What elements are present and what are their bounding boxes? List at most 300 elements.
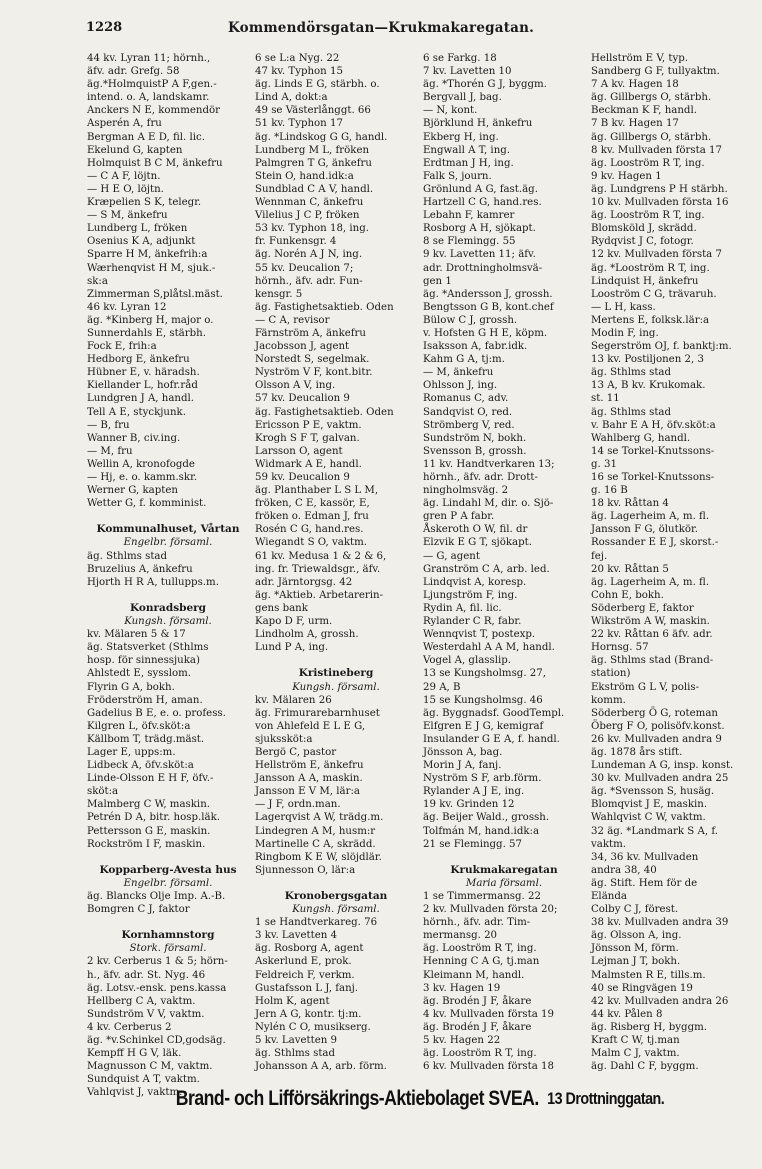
directory-entry: sjukssköt:a bbox=[255, 733, 313, 745]
directory-entry: 59 kv. Deucalion 9 bbox=[255, 472, 350, 483]
directory-entry: Lindquist H, änkefru bbox=[591, 275, 699, 287]
directory-entry: Tell A E, styckjunk. bbox=[87, 406, 186, 418]
directory-entry: — C A, revisor bbox=[255, 314, 330, 326]
directory-entry: Rylander C R, fabr. bbox=[423, 616, 522, 628]
directory-entry: 38 kv. Mullvaden andra 39 bbox=[591, 917, 729, 929]
directory-entry: Jacobsson J, agent bbox=[255, 341, 350, 353]
directory-entry: Werner G, kapten bbox=[87, 485, 178, 497]
directory-entry: Söderberg Ö G, roteman bbox=[591, 707, 718, 719]
directory-entry: 19 kv. Grinden 12 bbox=[423, 799, 515, 811]
directory-entry: 6 se Farkg. 18 bbox=[423, 53, 497, 64]
directory-entry: Jansson E V M, lär:a bbox=[255, 786, 360, 798]
directory-entry: Nyström S F, arb.förm. bbox=[423, 773, 542, 785]
directory-entry: Martinelle C A, skrädd. bbox=[255, 838, 376, 850]
directory-entry: äg. *Andersson J, grossh. bbox=[423, 288, 553, 300]
directory-entry: kensgr. 5 bbox=[255, 288, 303, 300]
directory-entry: Jansson F G, ölutkör. bbox=[591, 524, 699, 536]
directory-entry: sk:a bbox=[87, 275, 108, 287]
directory-entry: Erdtman J H, ing. bbox=[423, 157, 514, 169]
directory-entry: Beckman K F, handl. bbox=[591, 105, 697, 117]
directory-entry: äg. 1878 års stift. bbox=[591, 746, 683, 758]
directory-entry: Malmberg C W, maskin. bbox=[87, 799, 210, 811]
directory-entry: 4 kv. Mullvaden första 19 bbox=[423, 1008, 554, 1020]
section-heading: Kopparberg-Avesta hus bbox=[99, 863, 237, 876]
directory-entry: Rockström I F, maskin. bbox=[87, 838, 206, 850]
directory-entry: 40 se Ringvägen 19 bbox=[591, 982, 693, 994]
directory-entry: 5 kv. Hagen 22 bbox=[423, 1035, 501, 1047]
directory-entry: Fröderström H, aman. bbox=[87, 694, 203, 706]
directory-entry: Wennqvist T, postexp. bbox=[423, 629, 536, 641]
directory-entry: äg. Norén A J N, ing. bbox=[255, 249, 363, 261]
directory-entry: Linde-Olsson E H F, öfv.- bbox=[87, 773, 214, 785]
directory-entry: 42 kv. Mullvaden andra 26 bbox=[591, 995, 729, 1007]
directory-entry: Kræpelien S K, telegr. bbox=[87, 197, 202, 209]
directory-entry: Bergman A E D, fil. lic. bbox=[87, 131, 205, 143]
directory-entry: Sundström V V, vaktm. bbox=[87, 1008, 205, 1020]
directory-entry: 10 kv. Mullvaden första 16 bbox=[591, 197, 729, 209]
directory-entry: v. Bahr E A H, öfv.sköt:a bbox=[591, 419, 716, 431]
directory-entry: Svensson B, grossh. bbox=[423, 445, 527, 457]
directory-entry: äg. Brodén J F, åkare bbox=[423, 1021, 532, 1033]
directory-entry: Engwall A T, ing. bbox=[423, 144, 511, 156]
directory-entry bbox=[423, 851, 585, 864]
directory-entry: 2 kv. Mullvaden första 20; bbox=[423, 904, 558, 916]
directory-entry: gens bank bbox=[255, 602, 308, 614]
directory-entry: Flyrin G A, bokh. bbox=[87, 681, 175, 693]
directory-entry: Jönsson M, förm. bbox=[591, 943, 679, 955]
directory-entry: Ekelund G, kapten bbox=[87, 144, 183, 156]
directory-entry: Lager E, upps:m. bbox=[87, 746, 176, 758]
directory-entry: Sjunnesson O, lär:a bbox=[255, 864, 356, 876]
directory-entry: Hellström E, änkefru bbox=[255, 760, 364, 772]
directory-entry: äg. Looström R T, ing. bbox=[423, 943, 537, 955]
directory-entry: Lindegren A M, husm:r bbox=[255, 825, 376, 837]
directory-entry: — N, kont. bbox=[423, 105, 478, 117]
directory-entry: 13 kv. Postiljonen 2, 3 bbox=[591, 354, 704, 366]
directory-entry: äg. *Thorén G J, byggm. bbox=[423, 79, 547, 91]
directory-entry: Ringbom K E W, slöjdlär. bbox=[255, 851, 382, 863]
directory-entry: Modin F, ing. bbox=[591, 327, 659, 339]
directory-entry: Wahlqvist C W, vaktm. bbox=[591, 812, 706, 824]
directory-entry: äg. *Kinberg H, major o. bbox=[87, 314, 214, 326]
directory-entry: Magnusson C M, vaktm. bbox=[87, 1061, 213, 1073]
directory-entry: Lagerqvist A W, trädg.m. bbox=[255, 812, 384, 824]
directory-entry: Westerdahl A A M, handl. bbox=[423, 642, 555, 654]
directory-entry: 44 kv. Pålen 8 bbox=[591, 1008, 663, 1020]
directory-entry: — J F, ordn.man. bbox=[255, 799, 341, 811]
directory-entry: Widmark A E, handl. bbox=[255, 458, 362, 470]
directory-entry: Lundberg M L, fröken bbox=[255, 144, 370, 156]
directory-entry: Bülow C J, grossh. bbox=[423, 314, 518, 326]
directory-entry: — G, agent bbox=[423, 550, 480, 562]
directory-entry: Asperén A, fru bbox=[87, 118, 162, 130]
directory-entry: fr. Funkensgr. 4 bbox=[255, 236, 337, 248]
directory-entry: Pettersson G E, maskin. bbox=[87, 825, 211, 837]
directory-entry: Tolfmán M, hand.idk:a bbox=[423, 825, 540, 837]
directory-entry: v. Hofsten G H E, köpm. bbox=[423, 327, 548, 339]
directory-entry: Feldreich F, verkm. bbox=[255, 969, 355, 981]
directory-entry: Falk S, journ. bbox=[423, 170, 492, 182]
directory-entry: Bergö C, pastor bbox=[255, 746, 337, 758]
directory-entry: Mertens E, folksk.lär:a bbox=[591, 314, 710, 326]
directory-entry: äg. Fastighetsaktieb. Oden bbox=[255, 406, 394, 418]
directory-entry: Öberg F O, polisöfv.konst. bbox=[591, 720, 725, 732]
directory-entry: Hornsg. 57 bbox=[591, 642, 649, 654]
directory-entry: vaktm. bbox=[591, 838, 626, 850]
directory-entry: Kahm G A, tj:m. bbox=[423, 354, 505, 366]
directory-entry: Kraft C W, tj.man bbox=[591, 1035, 680, 1047]
directory-entry: 49 se Västerlånggt. 66 bbox=[255, 105, 371, 117]
directory-entry: 9 kv. Lavetten 11; äfv. bbox=[423, 249, 536, 261]
directory-entry: 57 kv. Deucalion 9 bbox=[255, 393, 350, 405]
directory-entry: 44 kv. Lyran 11; hörnh., bbox=[87, 53, 211, 64]
directory-entry: Sparre H M, änkefrih:a bbox=[87, 249, 208, 261]
directory-entry: Sunnerdahls E, stärbh. bbox=[87, 327, 206, 339]
directory-entry: h., äfv. adr. St. Nyg. 46 bbox=[87, 969, 206, 981]
directory-entry: Ahlstedt E, sysslom. bbox=[87, 668, 192, 680]
directory-entry: Sandberg G F, tullyaktm. bbox=[591, 66, 720, 78]
directory-entry: äg. *Svensson S, husäg. bbox=[591, 786, 715, 798]
directory-entry: Colby C J, förest. bbox=[591, 904, 679, 916]
directory-entry: Jern A G, kontr. tj:m. bbox=[255, 1008, 362, 1020]
directory-entry: Rydqvist J C, fotogr. bbox=[591, 236, 694, 248]
directory-entry: äg. Fastighetsaktieb. Oden bbox=[255, 301, 394, 313]
directory-entry: g. 16 B bbox=[591, 485, 628, 497]
directory-entry: 8 se Flemingg. 55 bbox=[423, 236, 516, 248]
directory-entry: äg. Sthlms stad (Brand- bbox=[591, 655, 714, 667]
directory-entry: Hübner E, v. häradsh. bbox=[87, 367, 200, 379]
directory-entry: Rylander A J E, ing. bbox=[423, 786, 525, 798]
directory-entry: äg. Gillbergs O, stärbh. bbox=[591, 92, 712, 104]
directory-entry: Hjorth H R A, tullupps.m. bbox=[87, 576, 219, 588]
parish-label: Engelbr. församl. bbox=[123, 537, 213, 549]
directory-entry: Bergvall J, bag. bbox=[423, 92, 502, 104]
directory-entry: Elända bbox=[591, 891, 627, 902]
directory-entry: äg. Linds E G, stärbh. o. bbox=[255, 79, 380, 91]
directory-entry: Nyström V F, kont.bitr. bbox=[255, 367, 373, 379]
directory-entry: g. 31 bbox=[591, 458, 617, 470]
directory-entry: Lundberg L, fröken bbox=[87, 223, 188, 235]
directory-entry: Lebahn F, kamrer bbox=[423, 210, 515, 222]
directory-entry: Norstedt S, segelmak. bbox=[255, 354, 370, 366]
directory-entry: Krogh S F T, galvan. bbox=[255, 432, 360, 444]
directory-entry: äg. Blancks Olje Imp. A.-B. bbox=[87, 891, 226, 902]
directory-entry: Wahlberg G, handl. bbox=[591, 432, 691, 444]
section-heading: Krukmakaregatan bbox=[450, 863, 558, 876]
directory-entry: Insulander G E A, f. handl. bbox=[423, 733, 560, 745]
directory-entry: Kempff H G V, läk. bbox=[87, 1048, 182, 1060]
directory-entry: 6 se L:a Nyg. 22 bbox=[255, 53, 340, 64]
directory-entry: 55 kv. Deucalion 7; bbox=[255, 262, 354, 274]
directory-entry: 20 kv. Råttan 5 bbox=[591, 563, 669, 575]
directory-entry: Hellberg C A, vaktm. bbox=[87, 995, 196, 1007]
directory-entry: 7 B kv. Hagen 17 bbox=[591, 118, 679, 130]
directory-entry: Johansson A A, arb. förm. bbox=[255, 1061, 387, 1073]
directory-entry: Lejman J T, bokh. bbox=[591, 956, 681, 968]
directory-entry: Holmquist B C M, änkefru bbox=[87, 157, 223, 169]
directory-entry: Palmgren T G, änkefru bbox=[255, 157, 372, 169]
directory-entry: 53 kv. Typhon 18, ing. bbox=[255, 223, 369, 235]
directory-entry bbox=[87, 851, 249, 864]
page-title: Kommendörsgatan—Krukmakaregatan. bbox=[228, 20, 534, 36]
directory-entry: — M, änkefru bbox=[423, 367, 494, 379]
directory-entry: 8 kv. Mullvaden första 17 bbox=[591, 144, 722, 156]
directory-entry: Rosborg A H, sjökapt. bbox=[423, 223, 536, 235]
column-4 bbox=[588, 52, 756, 1077]
directory-entry: Blomsköld J, skrädd. bbox=[591, 223, 697, 235]
directory-entry: äg. Dahl C F, byggm. bbox=[591, 1061, 699, 1073]
directory-entry: Wiegandt S O, vaktm. bbox=[255, 537, 368, 549]
directory-entry: 30 kv. Mullvaden andra 25 bbox=[591, 773, 729, 785]
directory-entry: station) bbox=[591, 668, 631, 680]
directory-entry: — H E O, löjtn. bbox=[87, 183, 164, 195]
directory-entry: andra 38, 40 bbox=[591, 864, 657, 876]
directory-entry: äg.*HolmquistP A F,gen.- bbox=[87, 79, 217, 91]
directory-entry: adr. Drottningholmsvä- bbox=[423, 262, 543, 274]
section-heading: Kommunalhuset, Vårtan bbox=[96, 523, 240, 536]
directory-entry bbox=[255, 654, 417, 667]
directory-entry: Wærhenqvist H M, sjuk.- bbox=[87, 262, 216, 274]
page-number: 1228 bbox=[86, 20, 123, 35]
directory-entry: 26 kv. Mullvaden andra 9 bbox=[591, 733, 722, 745]
directory-entry: äg. Sthlms stad bbox=[591, 367, 672, 379]
directory-entry: 22 kv. Råttan 6 äfv. adr. bbox=[591, 629, 713, 641]
directory-entry: 51 kv. Typhon 17 bbox=[255, 118, 343, 130]
directory-entry: Lindqvist A, koresp. bbox=[423, 576, 527, 588]
directory-entry: Malmsten R E, tills.m. bbox=[591, 969, 706, 981]
directory-entry: 11 kv. Handtverkaren 13; bbox=[423, 458, 555, 470]
parish-label: Kungsh. församl. bbox=[292, 681, 380, 693]
directory-entry: Lind A, dokt:a bbox=[255, 92, 328, 104]
directory-entry: fröken, C E, kassör, E, bbox=[255, 498, 370, 510]
directory-entry: Vogel A, glasslip. bbox=[423, 655, 512, 667]
directory-entry: Strömberg V, red. bbox=[423, 419, 515, 431]
directory-entry: ing. fr. Triewaldsgr., äfv. bbox=[255, 563, 381, 575]
directory-entry: Segerström OJ, f. banktj:m. bbox=[591, 341, 732, 353]
section-heading: Kronobergsgatan bbox=[284, 890, 388, 902]
directory-entry: 4 kv. Cerberus 2 bbox=[87, 1021, 172, 1033]
directory-entry: 13 se Kungsholmsg. 27, bbox=[423, 668, 546, 680]
directory-entry: komm. bbox=[591, 694, 626, 706]
directory-entry: Färnström A, änkefru bbox=[255, 327, 366, 339]
directory-entry: — C A F, löjtn. bbox=[87, 170, 161, 182]
column-3 bbox=[420, 52, 588, 1077]
directory-entry: äg. Lotsv.-ensk. pens.kassa bbox=[87, 982, 227, 994]
directory-entry: Looström C G, trävaruh. bbox=[591, 288, 717, 300]
directory-entry: Gustafsson L J, fanj. bbox=[255, 982, 359, 994]
directory-entry: äg. *Aktieb. Arbetarerin- bbox=[255, 589, 384, 601]
directory-entry: äg. Sthlms stad bbox=[255, 1048, 336, 1060]
directory-entry: Kilgren L, öfv.sköt:a bbox=[87, 720, 191, 732]
directory-entry: äg. Risberg H, byggm. bbox=[591, 1021, 707, 1033]
directory-entry: adr. Järntorgsg. 42 bbox=[255, 576, 353, 588]
directory-entry bbox=[87, 510, 249, 523]
directory-entry: st. 11 bbox=[591, 393, 620, 405]
parish-label: Kungsh. församl. bbox=[292, 904, 380, 916]
directory-entry: hörnh., äfv. adr. Fun- bbox=[255, 275, 363, 287]
directory-entry: 12 kv. Mullvaden första 7 bbox=[591, 249, 722, 261]
directory-entry: 46 kv. Lyran 12 bbox=[87, 301, 167, 313]
directory-entry: Hedborg E, änkefru bbox=[87, 354, 190, 366]
directory-entry: Henning C A G, tj.man bbox=[423, 956, 540, 968]
directory-entry: Hellström E V, typ. bbox=[591, 53, 688, 64]
directory-entry: Lidbeck A, öfv.sköt:a bbox=[87, 760, 194, 772]
directory-entry: Vahlqvist J, vaktm. bbox=[87, 1087, 183, 1099]
directory-entry: äg. Olsson A, ing. bbox=[591, 930, 682, 942]
directory-entry: 32 äg. *Landmark S A, f. bbox=[591, 825, 719, 837]
directory-entry: äg. Gillbergs O, stärbh. bbox=[591, 131, 712, 143]
banner-company: Brand- och Lifförsäkrings-Aktiebolaget SVEA. bbox=[175, 1087, 539, 1110]
directory-entry: gren P A fabr. bbox=[423, 511, 495, 523]
directory-entry: äg. Byggnadsf. GoodTempl. bbox=[423, 707, 565, 719]
directory-entry: 7 A kv. Hagen 18 bbox=[591, 79, 679, 91]
directory-entry: Wanner B, civ.ing. bbox=[87, 432, 181, 444]
directory-entry: — Hj, e. o. kamm.skr. bbox=[87, 472, 198, 483]
section-heading: Kornhamnstorg bbox=[121, 929, 215, 942]
directory-entry: Olsson A V, ing. bbox=[255, 380, 336, 392]
directory-entry: Ohlsson J, ing. bbox=[423, 380, 498, 392]
directory-entry: Osenius K A, adjunkt bbox=[87, 236, 196, 248]
parish-label: Maria församl. bbox=[465, 877, 543, 889]
directory-entry: Gadelius B E, e. o. profess. bbox=[87, 707, 226, 719]
directory-entry: Sundquist A T, vaktm. bbox=[87, 1074, 200, 1086]
directory-entry bbox=[87, 916, 249, 929]
directory-entry: Blomqvist J E, maskin. bbox=[591, 799, 708, 811]
directory-entry: fröken o. Edman J, fru bbox=[255, 511, 369, 523]
directory-entry: 7 kv. Lavetten 10 bbox=[423, 66, 512, 78]
directory-entry: äg. *v.Schinkel CD,godsäg. bbox=[87, 1035, 226, 1047]
directory-entry: Ekberg H, ing. bbox=[423, 131, 499, 143]
directory-entry: Lund P A, ing. bbox=[255, 642, 329, 654]
parish-label: Kungsh. församl. bbox=[124, 616, 212, 628]
directory-entry: Holm K, agent bbox=[255, 995, 330, 1007]
directory-entry bbox=[255, 877, 417, 890]
directory-entry: 2 kv. Cerberus 1 & 5; hörn- bbox=[87, 956, 228, 968]
directory-entry: Isaksson A, fabr.idk. bbox=[423, 341, 528, 353]
parish-label: Engelbr. församl. bbox=[123, 877, 213, 889]
directory-entry: äg. Looström R T, ing. bbox=[423, 1048, 537, 1060]
directory-entry: Morin J A, fanj. bbox=[423, 760, 502, 772]
directory-entry: hosp. för sinnessjuka) bbox=[87, 655, 200, 667]
directory-entry: mermansg. 20 bbox=[423, 930, 498, 942]
directory-entry: fej. bbox=[591, 550, 608, 562]
directory-entry: — L H, kass. bbox=[591, 301, 656, 313]
directory-entry: von Ahlefeld E L E G, bbox=[255, 720, 366, 732]
directory-entry: 47 kv. Typhon 15 bbox=[255, 66, 343, 78]
directory-entry: gen 1 bbox=[423, 275, 452, 287]
directory-entry: Elzvik E G T, sjökapt. bbox=[423, 537, 532, 549]
directory-entry: äg. Lagerheim A, m. fl. bbox=[591, 576, 710, 588]
directory-entry: äg. Looström R T, ing. bbox=[591, 210, 705, 222]
directory-entry: 15 se Kungsholmsg. 46 bbox=[423, 694, 543, 706]
directory-entry: 34, 36 kv. Mullvaden bbox=[591, 851, 699, 863]
directory-entry: Rydin A, fil. lic. bbox=[423, 602, 502, 614]
directory-entry: äg. Lindahl M, dir. o. Sjö- bbox=[423, 498, 554, 510]
directory-entry: Kapo D F, urm. bbox=[255, 616, 333, 628]
directory-entry: 9 kv. Hagen 1 bbox=[591, 170, 662, 182]
directory-entry: Romanus C, adv. bbox=[423, 393, 509, 405]
directory-entry: Bengtsson G B, kont.chef bbox=[423, 301, 554, 313]
directory-entry: hörnh., äfv. adr. Drott- bbox=[423, 472, 538, 483]
directory-entry: Björklund H, änkefru bbox=[423, 118, 533, 130]
directory-entry: Vilelius J C P, fröken bbox=[255, 210, 360, 222]
directory-entry: 6 kv. Mullvaden första 18 bbox=[423, 1061, 554, 1073]
directory-entry: Lundeman A G, insp. konst. bbox=[591, 760, 734, 772]
directory-entry: Ericsson P E, vaktm. bbox=[255, 419, 362, 431]
directory-entry: Granström C A, arb. led. bbox=[423, 563, 550, 575]
directory-entry: äg. Brodén J F, åkare bbox=[423, 995, 532, 1007]
column-1 bbox=[84, 52, 252, 1099]
directory-entry: kv. Mälaren 5 & 17 bbox=[87, 629, 186, 641]
directory-entry: Askerlund E, prok. bbox=[255, 956, 352, 968]
directory-entry: Larsson O, agent bbox=[255, 445, 343, 457]
directory-entry: Stein O, hand.idk:a bbox=[255, 170, 354, 182]
directory-entry: äg. Rosborg A, agent bbox=[255, 943, 364, 955]
directory-entry: intend. o. A, landskamr. bbox=[87, 92, 210, 104]
directory-entry: — M, fru bbox=[87, 445, 133, 457]
directory-entry: äg. Lundgrens P H stärbh. bbox=[591, 183, 728, 195]
directory-entry: äg. Frimurarebarnhuset bbox=[255, 707, 380, 719]
directory-entry: Wellin A, kronofogde bbox=[87, 458, 195, 470]
section-heading: Kristineberg bbox=[298, 667, 374, 680]
directory-entry: Wennman C, änkefru bbox=[255, 197, 364, 209]
directory-entry: Kleimann M, handl. bbox=[423, 969, 525, 981]
directory-entry: Hartzell C G, hand.res. bbox=[423, 197, 542, 209]
directory-entry: äg. *Lindskog G G, handl. bbox=[255, 131, 388, 143]
directory-entry: Zimmerman S,plåtsl.mäst. bbox=[87, 288, 223, 300]
directory-entry: Ljungström F, ing. bbox=[423, 589, 518, 601]
directory-entry: Anckers N E, kommendör bbox=[87, 105, 220, 117]
directory-entry: Rosén C G, hand.res. bbox=[255, 524, 364, 536]
section-heading: Konradsberg bbox=[129, 601, 207, 614]
directory-entry: 5 kv. Lavetten 9 bbox=[255, 1035, 338, 1047]
directory-entry: 21 se Flemingg. 57 bbox=[423, 838, 523, 850]
directory-entry: Källbom T, trädg.mäst. bbox=[87, 733, 205, 745]
advertisement-banner bbox=[139, 1082, 700, 1116]
directory-entry: Elfgren E J G, kemigraf bbox=[423, 720, 544, 732]
directory-entry: Wetter G, f. komminist. bbox=[87, 498, 207, 510]
directory-entry: — B, fru bbox=[87, 419, 130, 431]
directory-entry: äg. *Looström R T, ing. bbox=[591, 262, 710, 274]
directory-entry: Lundgren J A, handl. bbox=[87, 393, 194, 405]
directory-entry: 1 se Handtverkareg. 76 bbox=[255, 917, 378, 929]
directory-entry: Malm C J, vaktm. bbox=[591, 1048, 680, 1060]
directory-entry: Söderberg E, faktor bbox=[591, 602, 694, 614]
directory-entry: Åskeroth O W, fil. dr bbox=[423, 524, 528, 536]
directory-entry: hörnh., äfv. adr. Tim- bbox=[423, 917, 531, 929]
directory-entry: äg. Sthlms stad bbox=[87, 550, 168, 562]
directory-entry: Lindholm A, grossh. bbox=[255, 629, 359, 641]
directory-entry: äg. Stift. Hem för de bbox=[591, 877, 698, 889]
directory-entry: Rossander E E J, skorst.- bbox=[591, 537, 719, 549]
directory-entry: Nylén C O, musikserg. bbox=[255, 1021, 371, 1033]
directory-entry: äfv. adr. Grefg. 58 bbox=[87, 66, 180, 78]
directory-entry: äg. Planthaber L S L M, bbox=[255, 485, 379, 497]
directory-entry: 29 A, B bbox=[423, 681, 461, 693]
column-2 bbox=[252, 52, 420, 1077]
directory-entry: kv. Mälaren 26 bbox=[255, 694, 332, 706]
directory-entry: Petrén D A, bitr. hosp.läk. bbox=[87, 812, 220, 824]
directory-entry: 16 se Torkel-Knutssons- bbox=[591, 472, 715, 483]
banner-address: 13 Drottninggatan. bbox=[547, 1089, 665, 1108]
directory-entry: Sundblad C A V, handl. bbox=[255, 183, 374, 195]
directory-entry: Sandqvist O, red. bbox=[423, 406, 513, 418]
directory-entry: äg. Beijer Wald., grossh. bbox=[423, 812, 550, 824]
directory-entry: 1 se Timmermansg. 22 bbox=[423, 891, 541, 902]
directory-entry: 18 kv. Råttan 4 bbox=[591, 498, 669, 510]
directory-entry: Bomgren C J, faktor bbox=[87, 904, 190, 916]
directory-entry: 61 kv. Medusa 1 & 2 & 6, bbox=[255, 550, 387, 562]
